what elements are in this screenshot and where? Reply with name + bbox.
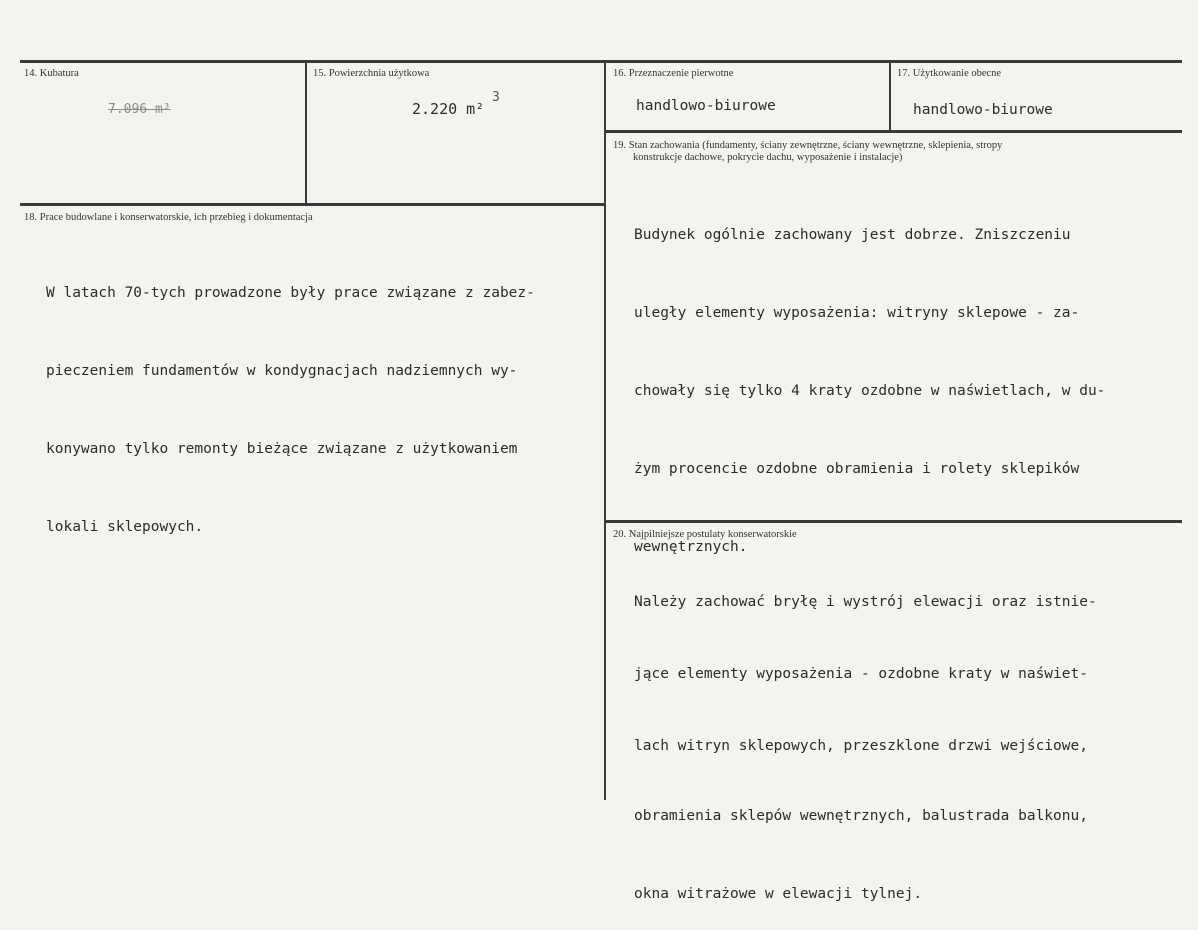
field-14-label: 14. Kubatura bbox=[24, 68, 79, 79]
text-line: Budynek ogólnie zachowany jest dobrze. Zniszczeniu bbox=[634, 227, 1071, 243]
rule-above-19 bbox=[604, 130, 1182, 133]
text-line: żym procencie ozdobne obramienia i rolety sklepików bbox=[634, 461, 1080, 477]
text-line: Należy zachować bryłę i wystrój elewacji oraz istnie- bbox=[634, 594, 1097, 610]
text-line: lokali sklepowych. bbox=[46, 519, 204, 535]
field-19-label-line1: 19. Stan zachowania (fundamenty, ściany zewnętrzne, ściany wewnętrzne, sklepienia, stropy bbox=[613, 140, 1003, 151]
text-line: okna witrażowe w elewacji tylnej. bbox=[634, 886, 923, 902]
divider-16-17 bbox=[889, 60, 891, 132]
field-20-label: 20. Najpilniejsze postulaty konserwatorskie bbox=[613, 529, 797, 540]
text-line: jące elementy wyposażenia - ozdobne kraty w naświet- bbox=[634, 666, 1088, 682]
top-rule bbox=[20, 60, 1182, 63]
field-17-label: 17. Użytkowanie obecne bbox=[897, 68, 1002, 79]
field-15-annotation: 3 bbox=[492, 90, 500, 105]
text-line: konywano tylko remonty bieżące związane z użytkowaniem bbox=[46, 441, 518, 457]
text-line: pieczeniem fundamentów w kondygnacjach nadziemnych wy- bbox=[46, 363, 518, 379]
field-15-label: 15. Powierzchnia użytkowa bbox=[313, 68, 430, 79]
text-line: wewnętrznych. bbox=[634, 539, 748, 555]
field-19-text bbox=[634, 170, 1105, 586]
field-18-label: 18. Prace budowlane i konserwatorskie, ich przebieg i dokumentacja bbox=[24, 212, 313, 223]
text-line: W latach 70-tych prowadzone były prace związane z zabez- bbox=[46, 285, 535, 301]
field-18-text bbox=[46, 228, 535, 566]
text-line: uległy elementy wyposażenia: witryny sklepowe - za- bbox=[634, 305, 1080, 321]
field-19-label-line2: konstrukcje dachowe, pokrycie dachu, wyposażenie i instalacje) bbox=[633, 152, 903, 163]
field-17-value: handlowo-biurowe bbox=[913, 102, 1053, 118]
field-16-value: handlowo-biurowe bbox=[636, 98, 776, 114]
center-divider bbox=[604, 60, 606, 800]
field-20-text bbox=[634, 542, 1097, 930]
text-line: lach witryn sklepowych, przeszklone drzwi wejściowe, bbox=[634, 738, 1088, 754]
text-line: obramienia sklepów wewnętrznych, balustrada balkonu, bbox=[634, 808, 1088, 824]
field-14-value: 7.096 m³ bbox=[108, 102, 171, 117]
field-15-value: 2.220 m² bbox=[412, 100, 485, 118]
field-16-label: 16. Przeznaczenie pierwotne bbox=[613, 68, 734, 79]
text-line: chowały się tylko 4 kraty ozdobne w naświetlach, w du- bbox=[634, 383, 1106, 399]
divider-14-15 bbox=[305, 60, 307, 204]
rule-above-18 bbox=[20, 203, 606, 206]
